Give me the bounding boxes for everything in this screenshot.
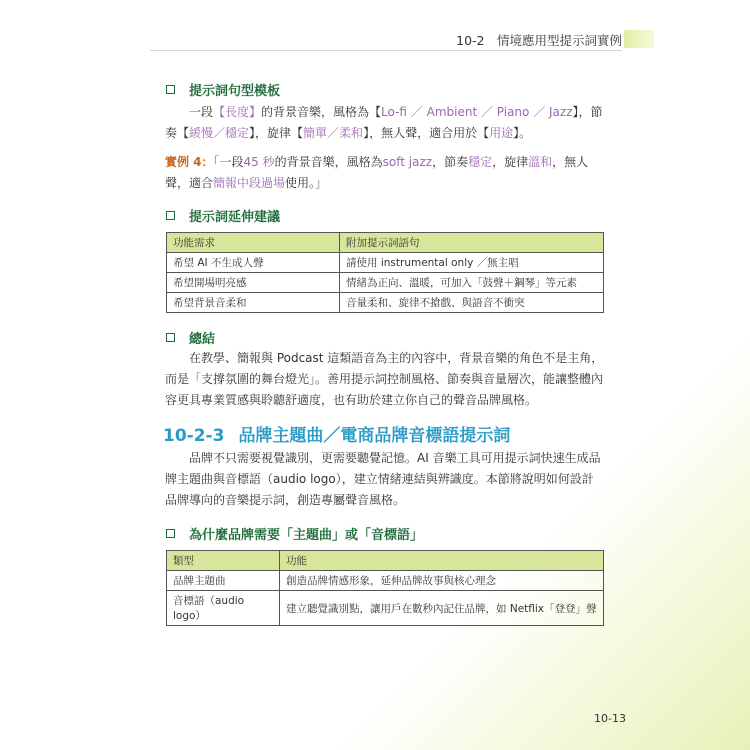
section-heading-text: 總結 — [189, 332, 216, 347]
section-heading-template — [166, 80, 280, 99]
table-cell: 希望背景音柔和 — [167, 293, 340, 313]
table-row — [167, 273, 604, 293]
example-paragraph: 實例 4：「一段45 秒的背景音樂，風格為soft jazz，節奏穩定，旋律溫和，無人聲，適合簡報中段過場使用。」 — [165, 155, 589, 190]
table-cell: 請使用 instrumental only ／無主唱 — [340, 253, 604, 273]
table-header-row — [167, 233, 604, 253]
chapter-heading — [163, 421, 510, 446]
table-row — [167, 293, 604, 313]
section-heading-extension — [166, 206, 280, 225]
checkbox-bullet-icon — [166, 85, 175, 94]
table-cell: 創造品牌情感形象，延伸品牌故事與核心理念 — [280, 571, 604, 591]
brand-type-table — [166, 550, 604, 626]
summary-paragraph: 在教學、簡報與 Podcast 這類語音為主的內容中，背景音樂的角色不是主角，而是「支撐氛圍的舞台燈光」。善用提示詞控制風格、節奏與音量層次，能讓整體內容更具專業質感與聆聽舒適度，也有助於建立你自己的聲音品牌風格。 — [165, 351, 604, 407]
table-row — [167, 253, 604, 273]
table-header-cell: 功能需求 — [167, 233, 340, 253]
template-paragraph: 一段【長度】的背景音樂，風格為【Lo-fi ／ Ambient ／ Piano ／ Jazz】，節奏【緩慢／穩定】，旋律【簡單／柔和】，無人聲，適合用於【用途】。 — [165, 105, 603, 140]
table-cell: 情緒為正向、溫暖，可加入「鼓聲＋鋼琴」等元素 — [340, 273, 604, 293]
table-header-row — [167, 551, 604, 571]
table-cell: 音量柔和、旋律不搶戲、與語音不衝突 — [340, 293, 604, 313]
table-header-cell: 附加提示詞語句 — [340, 233, 604, 253]
checkbox-bullet-icon — [166, 333, 175, 342]
table-row — [167, 591, 604, 626]
section-heading-why — [166, 524, 423, 543]
header-tab-accent — [624, 30, 654, 48]
header-rule — [150, 50, 622, 51]
checkbox-bullet-icon — [166, 211, 175, 220]
checkbox-bullet-icon — [166, 529, 175, 538]
table-cell: 建立聽覺識別點，讓用戶在數秒內記住品牌，如 Netflix「登登」聲 — [280, 591, 604, 626]
running-header: 10-2 情境應用型提示詞實例 — [456, 33, 622, 48]
page-number: 10-13 — [594, 712, 626, 725]
chapter-intro-paragraph: 品牌不只需要視覺識別，更需要聽覺記憶。AI 音樂工具可用提示詞快速生成品牌主題曲與音標語（audio logo），建立情緒連結與辨識度。本節將說明如何設計品牌導向的音樂提示詞，創造專屬聲音風格。 — [165, 451, 601, 507]
extension-table — [166, 232, 604, 313]
table-cell: 希望 AI 不生成人聲 — [167, 253, 340, 273]
section-heading-summary — [166, 328, 215, 347]
section-heading-text: 提示詞句型模板 — [189, 84, 281, 99]
section-heading-text: 為什麼品牌需要「主題曲」或「音標語」 — [189, 528, 424, 543]
table-cell: 品牌主題曲 — [167, 571, 280, 591]
example-label: 實例 4： — [165, 155, 214, 169]
table-row — [167, 571, 604, 591]
chapter-title: 品牌主題曲／電商品牌音標語提示詞 — [238, 426, 511, 446]
table-cell: 希望開場明亮感 — [167, 273, 340, 293]
table-header-cell: 類型 — [167, 551, 280, 571]
section-heading-text: 提示詞延伸建議 — [189, 210, 281, 225]
table-header-cell: 功能 — [280, 551, 604, 571]
chapter-number: 10-2-3 — [163, 426, 225, 446]
table-cell: 音標語（audio logo） — [167, 591, 280, 626]
